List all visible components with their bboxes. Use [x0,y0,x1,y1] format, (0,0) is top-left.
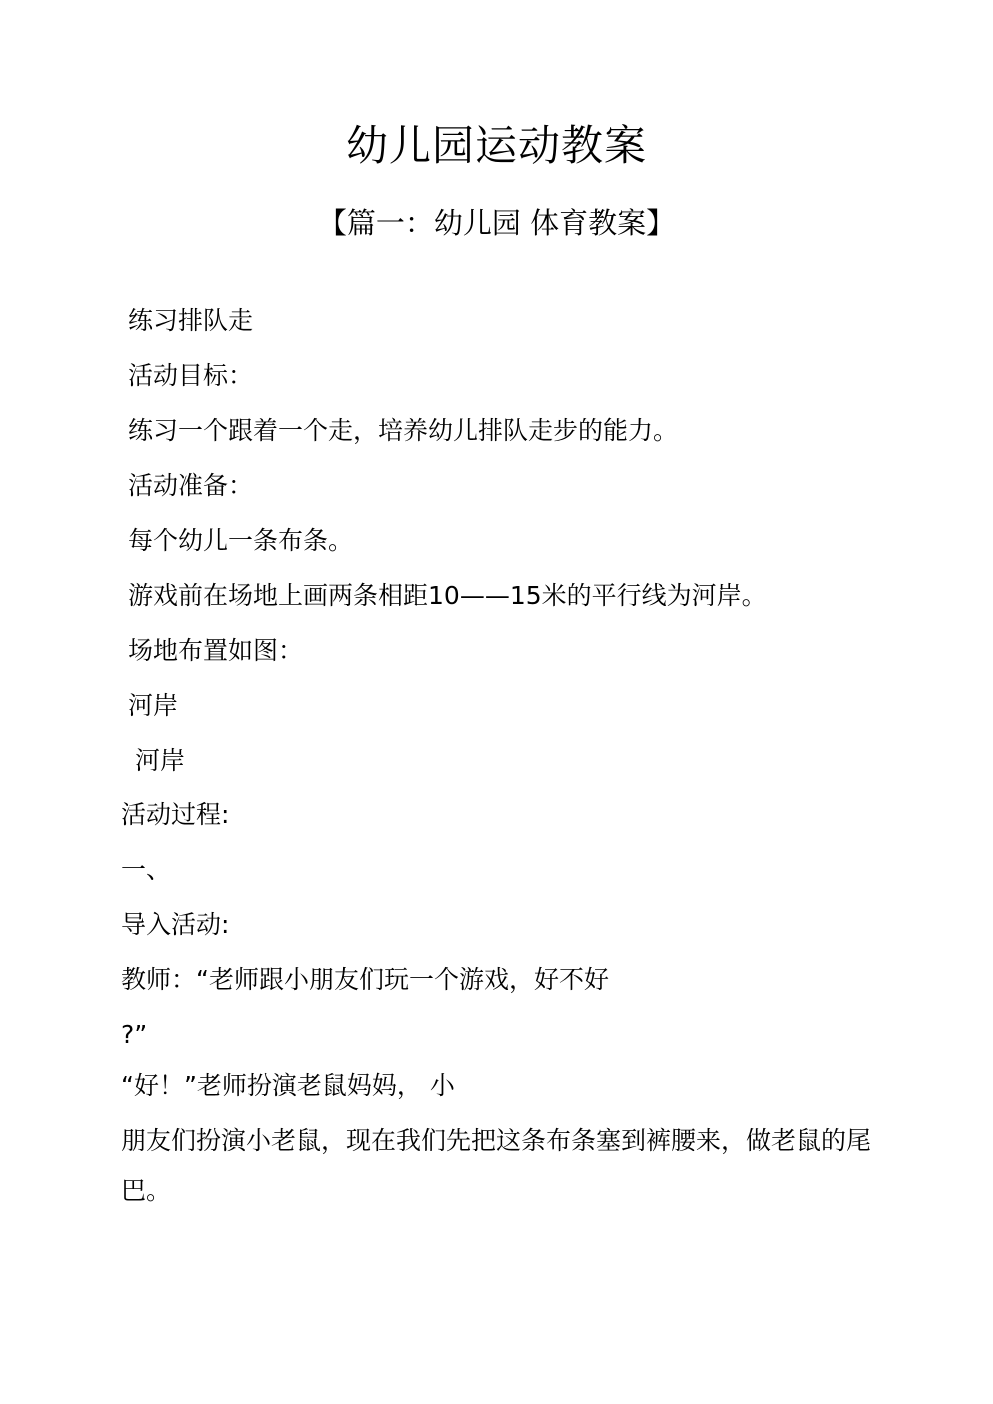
paragraph-line: 教师：“老师跟小朋友们玩一个游戏，好不好 [121,965,609,994]
paragraph-line: 活动过程: [121,800,230,829]
paragraph-line: 一、 [121,855,172,884]
paragraph-line: 场地布置如图： [128,636,304,665]
paragraph-line: 每个幼儿一条布条。 [128,526,354,555]
paragraph-line: ?” [121,1020,148,1049]
paragraph-line: 河岸 [128,691,179,720]
paragraph-line: “好！”老师扮演老鼠妈妈， 小 [121,1071,455,1100]
paragraph-line: 练习一个跟着一个走，培养幼儿排队走步的能力。 [128,416,679,445]
paragraph-line: 练习排队走 [128,306,254,335]
paragraph-line: 活动目标： [128,361,254,390]
document-title: 幼儿园运动教案 [345,121,647,170]
paragraph-line: 导入活动: [121,910,230,939]
document-subtitle: 【篇一：幼儿园 体育教案】 [317,206,676,240]
paragraph-line: 活动准备： [128,471,254,500]
paragraph-line: 朋友们扮演小老鼠，现在我们先把这条布条塞到裤腰来，做老鼠的尾巴。 [121,1126,872,1205]
paragraph-line: 河岸 [135,746,186,775]
paragraph-line: 游戏前在场地上画两条相距10——15米的平行线为河岸。 [128,581,767,610]
